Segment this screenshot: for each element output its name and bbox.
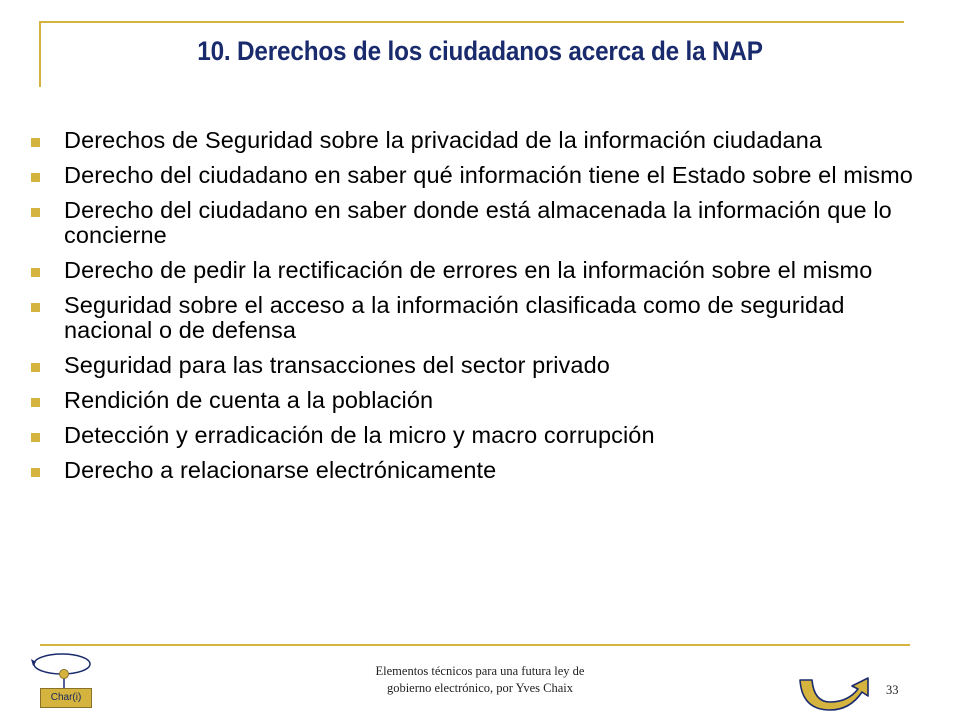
bullet-square-icon	[31, 363, 40, 372]
bullet-square-icon	[31, 303, 40, 312]
list-item-text: Derecho del ciudadano en saber donde está almacenada la información que lo concierne	[64, 197, 892, 248]
bullet-square-icon	[31, 138, 40, 147]
list-item	[30, 423, 920, 448]
list-item	[30, 163, 920, 188]
list-item-text: Derecho del ciudadano en saber qué información tiene el Estado sobre el mismo	[64, 162, 913, 188]
footer-line: Elementos técnicos para una futura ley de	[375, 664, 585, 678]
bullet-square-icon	[31, 433, 40, 442]
list-item-text: Derecho de pedir la rectificación de errores en la información sobre el mismo	[64, 257, 873, 283]
list-item	[30, 458, 920, 483]
list-item-text: Seguridad para las transacciones del sector privado	[64, 352, 610, 378]
list-item-text: Derecho a relacionarse electrónicamente	[64, 457, 497, 483]
bullet-square-icon	[31, 268, 40, 277]
list-item	[30, 258, 920, 283]
list-item	[30, 388, 920, 413]
page-title: 10. Derechos de los ciudadanos acerca de la NAP	[197, 36, 763, 66]
bullet-square-icon	[31, 468, 40, 477]
list-item	[30, 128, 920, 153]
curved-arrow-icon[interactable]	[796, 674, 876, 716]
list-item-text: Detección y erradicación de la micro y macro corrupción	[64, 422, 655, 448]
bullet-square-icon	[31, 173, 40, 182]
list-item	[30, 293, 920, 343]
list-item-text: Seguridad sobre el acceso a la información clasificada como de seguridad nacional o de defensa	[64, 292, 845, 343]
list-item	[30, 353, 920, 378]
list-item	[30, 198, 920, 248]
bullet-square-icon	[31, 398, 40, 407]
list-item-text: Rendición de cuenta a la población	[64, 387, 434, 413]
left-divider	[39, 21, 41, 87]
top-divider	[40, 21, 904, 23]
bullet-square-icon	[31, 208, 40, 217]
loop-icon[interactable]	[28, 648, 98, 690]
char-button[interactable]: Char(i)	[40, 688, 92, 708]
page-number: 33	[886, 683, 899, 697]
footer-line: gobierno electrónico, por Yves Chaix	[386, 681, 574, 695]
footer-text	[330, 663, 630, 697]
bottom-divider	[40, 644, 910, 646]
list-item-text: Derechos de Seguridad sobre la privacidad de la información ciudadana	[64, 127, 823, 153]
bullet-list	[30, 128, 920, 493]
